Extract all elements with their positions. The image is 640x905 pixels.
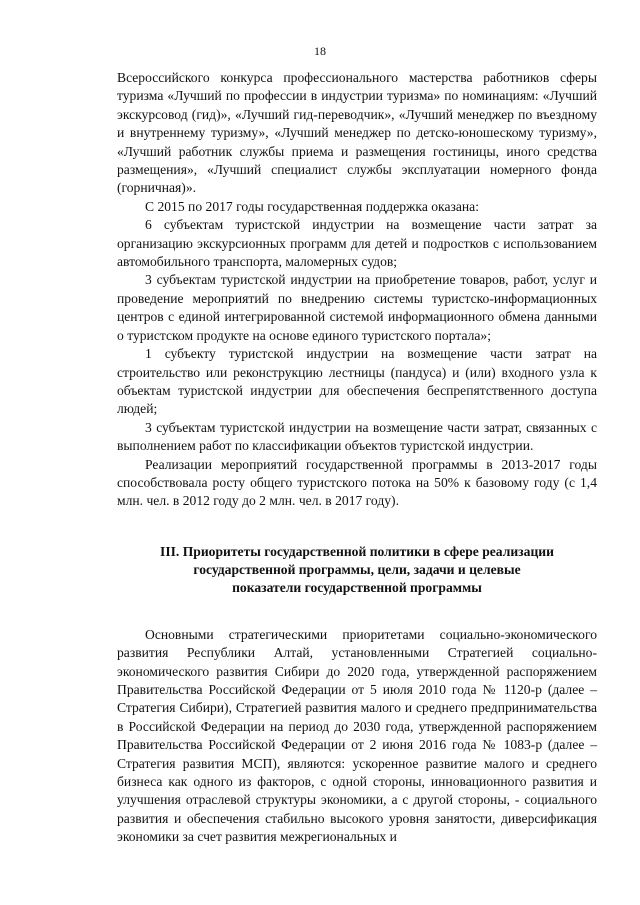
paragraph-support-intro: С 2015 по 2017 годы государственная поддержка оказана:	[145, 198, 479, 214]
section-title-line-2: государственной программы, цели, задачи и целевые	[193, 561, 521, 577]
section-title	[117, 543, 597, 597]
paragraph-support-classification: 3 субъектам туристской индустрии на возмещение части затрат, связанных с выполнением работ по классификации объектов туристской индустрии.	[117, 419, 597, 454]
section-title-line-3: показатели государственной программы	[232, 579, 482, 595]
paragraph-support-excursions: 6 субъектам туристской индустрии на возмещение части затрат за организацию экскурсионных программ для детей и подростков с использованием автомобильного транспорта, маломерных судов;	[117, 217, 597, 270]
page-content	[117, 69, 597, 847]
page-number: 18	[314, 44, 326, 58]
paragraph-support-accessibility: 1 субъекту туристской индустрии на возмещение части затрат на строительство или реконструкцию лестницы (пандуса) и (или) входного узла к объектам туристской индустрии для обеспечения беспрепятственного доступа людей;	[117, 346, 597, 417]
section-title-line-1: III. Приоритеты государственной политики в сфере реализации	[160, 543, 554, 559]
paragraph-contest-nominations: Всероссийского конкурса профессионального мастерства работников сферы туризма «Лучший по профессии в индустрии туризма» по номинациям: «Лучший экскурсовод (гид)», «Лучший гид-переводчик», «Лучший менеджер по въездному и внутреннему туризму», «Лучший менеджер по детско-юношескому туризму», «Лучший работник службы приема и размещения гостиницы, иного средства размещения», «Лучший специалист службы эксплуатации номерного фонда (горничная)».	[117, 70, 597, 196]
paragraph-support-info-centers: 3 субъектам туристской индустрии на приобретение товаров, работ, услуг и проведение мероприятий по внедрению системы туристско-информационных центров с единой интегрированной системой информационного обмена данными о туристском продукте на основе единого туристского портала»;	[117, 272, 597, 343]
paragraph-tourist-flow-results: Реализации мероприятий государственной программы в 2013-2017 годы способствовала росту общего туристского потока на 50% к базовому году (с 1,4 млн. чел. в 2012 году до 2 млн. чел. в 2017 году).	[117, 456, 597, 509]
paragraph-strategic-priorities: Основными стратегическими приоритетами социально-экономического развития Республики Алтай, установленными Стратегией социально-экономического развития Сибири до 2020 года, утвержденной распоряжением Правительства Российской Федерации от 5 июля 2010 года № 1120-р (далее – Стратегия Сибири), Стратегией развития малого и среднего предпринимательства в Российской Федерации на период до 2030 года, утвержденной распоряжением Правительства Российской Федерации от 2 июня 2016 года № 1083-р (далее – Стратегия развития МСП), являются: ускоренное развитие малого и среднего бизнеса как одного из факторов, с одной стороны, инновационного развития и улучшения отраслевой структуры экономики, а с другой стороны, - социального развития и обеспечения стабильно высокого уровня занятости, диверсификация экономики за счет развития межрегиональных и	[117, 626, 597, 845]
